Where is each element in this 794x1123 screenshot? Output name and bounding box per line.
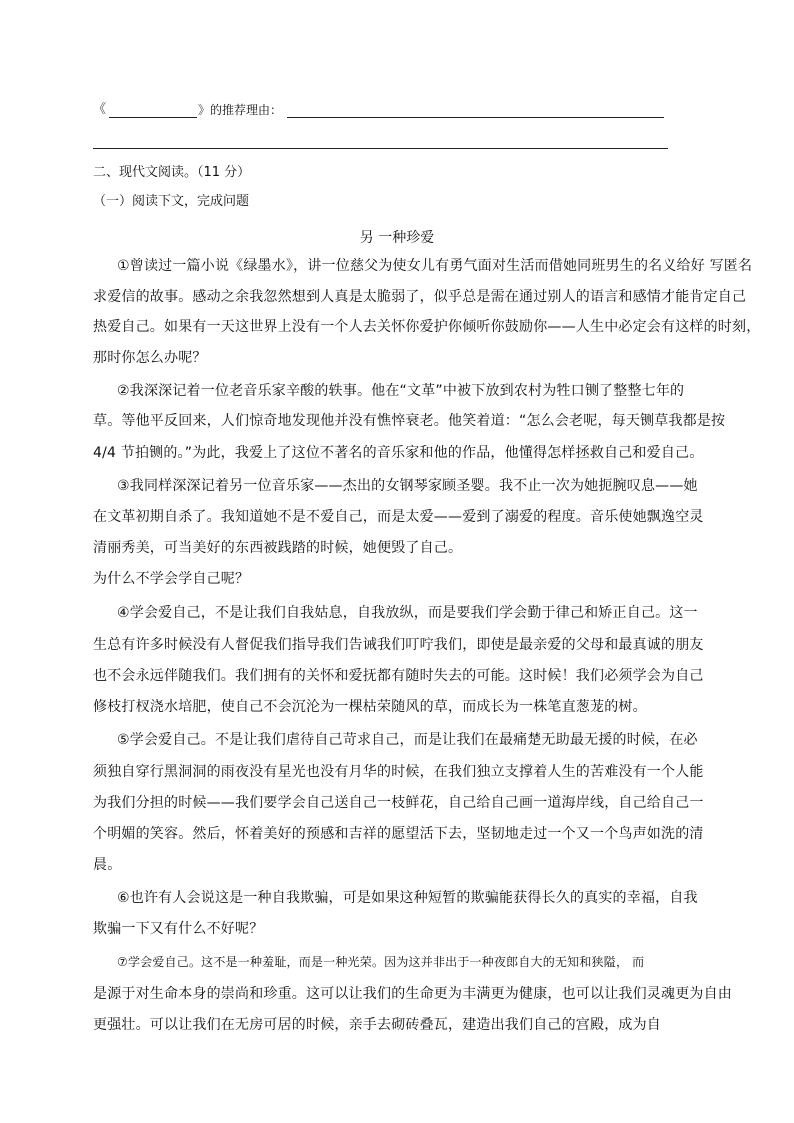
text-line: ⑤学会爱自己。不是让我们虐待自己苛求自己，而是让我们在最痛楚无助最无援的时候，在必 <box>117 732 698 748</box>
text-line: 热爱自己。如果有一天这世界上没有一个人去关怀你爱护你倾听你鼓励你——人生中必定会有这样的时刻， <box>93 319 761 335</box>
text-line: 个明媚的笑容。然后，怀着美好的预感和吉祥的愿望活下去，坚韧地走过一个又一个鸟声如洗的清 <box>93 826 704 842</box>
reason-blank-2[interactable] <box>93 134 668 149</box>
text-line: 是源于对生命本身的崇尚和珍重。这可以让我们的生命更为丰满更为健康，也可以让我们灵魂更为自由 <box>93 986 732 1002</box>
text-line: 生总有许多时候没有人督促我们指导我们告诫我们叮咛我们，即使是最亲爱的父母和最真诚的朋友 <box>93 637 704 653</box>
text-line: 也不会永远伴随我们。我们拥有的关怀和爱抚都有随时失去的可能。这时候！我们必须学会为自己 <box>93 668 704 684</box>
text-line: 修枝打杈浇水培肥，使自己不会沉沦为一棵枯荣随风的草，而成长为一株笔直葱茏的树。 <box>93 699 647 715</box>
reason-blank-1[interactable] <box>287 103 664 118</box>
text-line: 为什么不学会学自己呢？ <box>93 571 250 587</box>
text-line: 须独自穿行黑洞洞的雨夜没有星光也没有月华的时候，在我们独立支撑着人生的苦难没有一个人能 <box>93 764 704 780</box>
text-line: ⑦学会爱自己。这不是一种羞耻，而是一种光荣。因为这并非出于一种夜郎自大的无知和狭隘， 而 <box>117 955 645 969</box>
text-line: 欺骗一下又有什么不好呢？ <box>93 921 264 937</box>
book-title-blank[interactable] <box>109 103 197 118</box>
text-line: 草。等他平反回来，人们惊奇地发现他并没有憔悴衰老。他笑着道：“怎么会老呢，每天铡草我都是按 <box>93 413 726 429</box>
text-line: ④学会爱自己，不是让我们自我姑息，自我放纵，而是要我们学会勤于律己和矫正自己。这一 <box>117 605 698 621</box>
text-line: 4/4 节拍铡的。”为此，我爱上了这位不著名的音乐家和他的作品，他懂得怎样拯救自己和爱自己。 <box>93 445 704 461</box>
text-line: 为我们分担的时候——我们要学会自己送自己一枝鲜花，自己给自己画一道海岸线，自己给自己一 <box>93 795 704 811</box>
recommend-line <box>93 100 106 120</box>
text-line: 那时你怎么办呢？ <box>93 350 207 366</box>
text-line: 在文革初期自杀了。我知道她不是不爱自己，而是太爱——爱到了溺爱的程度。音乐使她飘逸空灵 <box>93 509 704 525</box>
text-line: ⑥也许有人会说这是一种自我欺骗，可是如果这种短暂的欺骗能获得长久的真实的幸福，自我 <box>117 890 698 906</box>
text-line: 求爱信的故事。感动之余我忽然想到人真是太脆弱了，似乎总是需在通过别人的语言和感情才能肯定自己 <box>93 289 747 305</box>
text-line: ③我同样深深记着另一位音乐家——杰出的女钢琴家顾圣婴。我不止一次为她扼腕叹息——她 <box>117 478 698 494</box>
text-line: 晨。 <box>93 857 122 873</box>
text-line: 更强壮。可以让我们在无房可居的时候，亲手去砌砖叠瓦，建造出我们自己的宫殿，成为自 <box>93 1017 661 1033</box>
recommend-label <box>198 100 282 120</box>
sub-heading: （一）阅读下文，完成问题 <box>93 194 250 209</box>
text-line: 清丽秀美，可当美好的东西被践踏的时候，她便毁了自己。 <box>93 540 463 556</box>
text-line: ①曾读过一篇小说《绿墨水》，讲一位慈父为使女儿有勇气面对生活而借她同班男生的名义给好 写匿名 <box>117 258 753 274</box>
recommend-label-text: 》的推荐理由： <box>198 103 283 117</box>
text-line: ②我深深记着一位老音乐家辛酸的轶事。他在“文革”中被下放到农村为牲口铡了整整七年的 <box>117 383 685 399</box>
article-title: 另 一种珍爱 <box>359 230 435 246</box>
section-heading: 二、现代文阅读。（11 分） <box>93 165 251 180</box>
open-bracket: 《 <box>93 102 107 117</box>
